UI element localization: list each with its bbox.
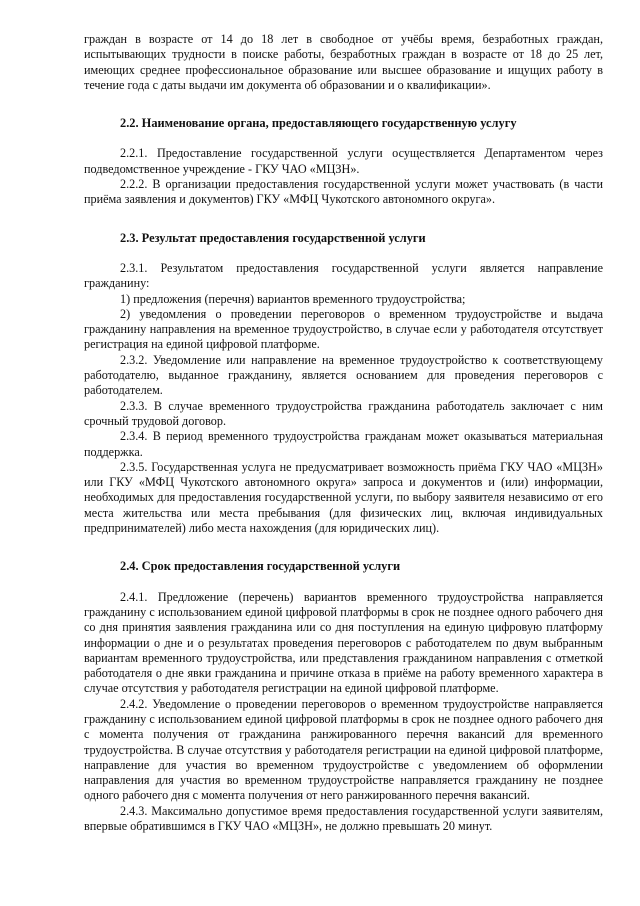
paragraph-2-3-1: 2.3.1. Результатом предоставления государственной услуги является направление гражданину: bbox=[84, 260, 603, 291]
section-2-2-heading: 2.2. Наименование органа, предоставляющего государственную услугу bbox=[120, 116, 517, 131]
paragraph-2-3-2: 2.3.2. Уведомление или направление на временное трудоустройство к соответствующему работодателю, выданное гражданину, является основанием для проведения переговоров с работодателем. bbox=[84, 352, 603, 398]
paragraph-2-3-5: 2.3.5. Государственная услуга не предусматривает возможность приёма ГКУ ЧАО «МЦЗН» или ГКУ «МФЦ Чукотского автономного округа» запроса и документов и (или) информации, необходимых для предоставления государственной услуги, по выбору заявителя независимо от его места жительства или места пребывания (для физических лиц, включая индивидуальных предпринимателей) либо места нахождения (для юридических лиц). bbox=[84, 459, 603, 536]
paragraph-2-3-4: 2.3.4. В период временного трудоустройства гражданам может оказываться материальная поддержка. bbox=[84, 429, 603, 459]
paragraph-2-4-3: 2.4.3. Максимально допустимое время предоставления государственной услуги заявителям, впервые обратившимся в ГКУ ЧАО «МЦЗН», не должно превышать 20 минут. bbox=[84, 803, 603, 834]
paragraph-2-4-1: 2.4.1. Предложение (перечень) вариантов временного трудоустройства направляется гражданину с использованием единой цифровой платформы в срок не позднее одного рабочего дня со дня принятия заявления гражданина или со дня поступления на единую цифровую платформу информации о дне и о результатах проведения переговоров с работодателем по двум выбранным вариантам временного трудоустройства, или представления гражданином направления с отметкой работодателя о дне явки гражданина и причине отказа в приёме на работу временного характера в случае отсутствия у работодателя регистрации на единой цифровой платформе. bbox=[84, 589, 603, 696]
paragraph-2-4-2: 2.4.2. Уведомление о проведении переговоров о временном трудоустройстве направляется гражданину с использованием единой цифровой платформы в срок не позднее одного рабочего дня с момента получения от гражданина ранжированного перечня вакансий для временного трудоустройства. В случае отсутствия у работодателя регистрации на единой цифровой платформе, направление для участия во временном трудоустройстве с уведомлением об оформлении направления для участия во временном трудоустройстве направляется гражданину не позднее одного рабочего дня с момента получения от него ранжированного перечня вакансий. bbox=[84, 696, 603, 803]
paragraph-2-2-1: 2.2.1. Предоставление государственной услуги осуществляется Департаментом через подведомственное учреждение - ГКУ ЧАО «МЦЗН». bbox=[84, 146, 603, 176]
intro-paragraph: граждан в возрасте от 14 до 18 лет в свободное от учёбы время, безработных граждан, испытывающих трудности в поиске работы, безработных граждан в возрасте от 18 до 25 лет, имеющих среднее профессиональное образование или высшее образование и ищущих работу в течение года с даты выдачи им документа об образовании и о квалификации». bbox=[84, 32, 603, 92]
section-2-4-heading: 2.4. Срок предоставления государственной услуги bbox=[120, 559, 401, 574]
paragraph-2-3-3: 2.3.3. В случае временного трудоустройства гражданина работодатель заключает с ним срочный трудовой договор. bbox=[84, 398, 603, 428]
section-2-3-heading: 2.3. Результат предоставления государственной услуги bbox=[120, 230, 426, 245]
paragraph-2-2-2: 2.2.2. В организации предоставления государственной услуги может участвовать (в части приёма заявления и документов) ГКУ «МФЦ Чукотского автономного округа». bbox=[84, 177, 603, 207]
list-item-2: 2) уведомления о проведении переговоров о временном трудоустройстве и выдача гражданину направления на временное трудоустройство, в случае если у работодателя отсутствует регистрация на единой цифровой платформе. bbox=[84, 306, 603, 352]
list-item-1: 1) предложения (перечня) вариантов временного трудоустройства; bbox=[120, 291, 466, 306]
document-page bbox=[84, 32, 603, 834]
